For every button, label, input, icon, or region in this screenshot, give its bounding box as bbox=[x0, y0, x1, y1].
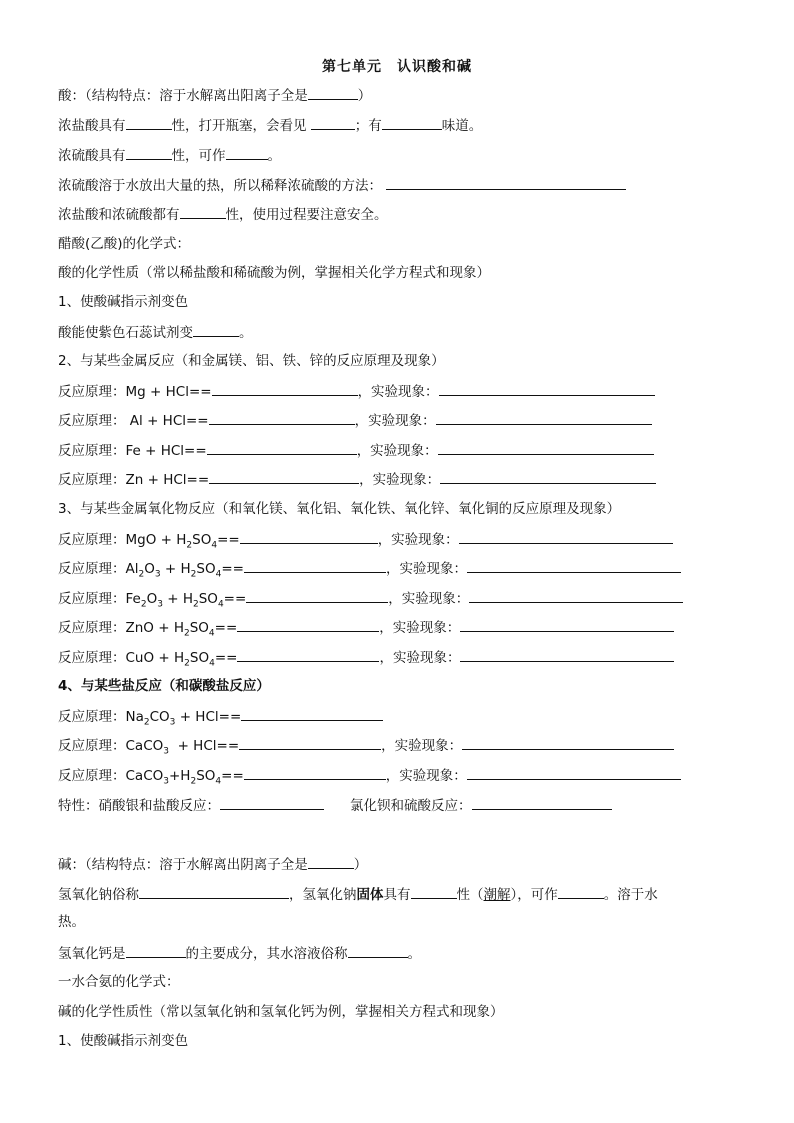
answer-blank[interactable] bbox=[207, 441, 357, 455]
answer-blank[interactable] bbox=[308, 855, 354, 869]
answer-blank[interactable] bbox=[311, 116, 355, 130]
subscript: 2 bbox=[190, 569, 197, 580]
subscript: 2 bbox=[184, 658, 190, 669]
reaction-row: 反应原理：$Na_2CO_3 + HCl==$ bbox=[58, 707, 383, 732]
answer-blank[interactable] bbox=[193, 323, 239, 337]
answer-blank[interactable] bbox=[244, 559, 386, 573]
answer-blank[interactable] bbox=[469, 589, 683, 603]
answer-blank[interactable] bbox=[126, 146, 172, 160]
answer-blank[interactable] bbox=[382, 116, 442, 130]
answer-blank[interactable] bbox=[241, 707, 383, 721]
reaction-row: 反应原理：Mg + HCl== ，实验现象： bbox=[58, 382, 655, 401]
naoh-line: 氢氧化钠俗称 ，氢氧化钠固体具有 性（潮解），可作 。溶于水 bbox=[58, 887, 658, 903]
reaction-row: 反应原理：CaCO$_3$ + HCl== ，实验现象： bbox=[58, 736, 674, 761]
acid-prop-2: 2、与某些金属反应（和金属镁、铝、铁、锌的反应原理及现象） bbox=[58, 353, 445, 369]
answer-blank[interactable] bbox=[460, 618, 674, 632]
answer-blank[interactable] bbox=[558, 885, 604, 899]
answer-blank[interactable] bbox=[459, 530, 673, 544]
answer-blank[interactable] bbox=[460, 648, 674, 662]
reaction-row: 反应原理：ZnO + $H_2SO_4==$ ，实验现象： bbox=[58, 618, 674, 643]
answer-blank[interactable] bbox=[439, 382, 655, 396]
answer-blank[interactable] bbox=[462, 736, 674, 750]
reaction-row: 反应原理：MgO + $H_2SO_4==$ ，实验现象： bbox=[58, 530, 673, 555]
answer-blank[interactable] bbox=[237, 648, 379, 662]
subscript: 2 bbox=[143, 717, 150, 728]
subscript: 4 bbox=[209, 658, 215, 669]
subscript: 3 bbox=[154, 569, 161, 580]
answer-blank[interactable] bbox=[244, 766, 386, 780]
naoh-line-cont: 热。 bbox=[58, 914, 85, 930]
special-line: 特性：硝酸银和盐酸反应： 氯化钡和硫酸反应： bbox=[58, 796, 612, 815]
answer-blank[interactable] bbox=[436, 411, 652, 425]
reaction-row: 反应原理：CuO + $H_2SO_4==$ ，实验现象： bbox=[58, 648, 674, 673]
answer-blank[interactable] bbox=[126, 116, 172, 130]
answer-blank[interactable] bbox=[180, 205, 226, 219]
answer-blank[interactable] bbox=[308, 86, 358, 100]
answer-blank[interactable] bbox=[237, 618, 379, 632]
answer-blank[interactable] bbox=[348, 944, 408, 958]
answer-blank[interactable] bbox=[126, 944, 186, 958]
h2so4-line: 浓硫酸具有 性，可作 。 bbox=[58, 148, 281, 164]
acid-prop-4: 4、与某些盐反应（和碳酸盐反应） bbox=[58, 678, 270, 694]
subscript: 2 bbox=[183, 628, 190, 639]
acid-heading: 酸：（结构特点：溶于水解离出阳离子全是 ） bbox=[58, 88, 372, 104]
subscript: 2 bbox=[186, 540, 193, 551]
answer-blank[interactable] bbox=[467, 559, 681, 573]
caoh-line: 氢氧化钙是 的主要成分，其水溶液俗称 。 bbox=[58, 946, 421, 962]
answer-blank[interactable] bbox=[209, 470, 359, 484]
acetic-line: 醋酸(乙酸)的化学式： bbox=[58, 236, 191, 252]
litmus-line: 酸能使紫色石蕊试剂变 。 bbox=[58, 325, 253, 341]
subscript: 3 bbox=[157, 599, 163, 610]
answer-blank[interactable] bbox=[226, 146, 268, 160]
answer-blank[interactable] bbox=[411, 885, 457, 899]
base-prop-1: 1、使酸碱指示剂变色 bbox=[58, 1033, 189, 1049]
answer-blank[interactable] bbox=[209, 411, 355, 425]
subscript: 2 bbox=[140, 599, 147, 610]
reaction-row: 反应原理：Zn + HCl== ，实验现象： bbox=[58, 470, 656, 489]
answer-blank[interactable] bbox=[438, 441, 654, 455]
reaction-row: 反应原理：$CaCO_3+H_2SO_4==$ ，实验现象： bbox=[58, 766, 681, 791]
reaction-row: 反应原理：Fe + HCl== ，实验现象： bbox=[58, 441, 654, 460]
subscript: 4 bbox=[211, 540, 218, 551]
subscript: 4 bbox=[217, 599, 224, 610]
corrosive-line: 浓盐酸和浓硫酸都有 性，使用过程要注意安全。 bbox=[58, 207, 388, 223]
answer-blank[interactable] bbox=[467, 766, 681, 780]
acid-chem-props: 酸的化学性质（常以稀盐酸和稀硫酸为例，掌握相关化学方程式和现象） bbox=[58, 265, 490, 281]
subscript: 4 bbox=[215, 569, 222, 580]
answer-blank[interactable] bbox=[139, 885, 289, 899]
acid-prop-1: 1、使酸碱指示剂变色 bbox=[58, 294, 189, 310]
subscript: 2 bbox=[190, 776, 197, 787]
reaction-row: 反应原理：$Fe_2O_3 + H_2SO_4==$ ，实验现象： bbox=[58, 589, 683, 614]
answer-blank[interactable] bbox=[440, 470, 656, 484]
answer-blank[interactable] bbox=[240, 530, 378, 544]
acid-prop-3: 3、与某些金属氧化物反应（和氧化镁、氧化铝、氧化铁、氧化锌、氧化铜的反应原理及现象） bbox=[58, 501, 621, 517]
base-heading: 碱：（结构特点：溶于水解离出阴离子全是 ） bbox=[58, 857, 368, 873]
reaction-row: 反应原理： Al + HCl== ，实验现象： bbox=[58, 411, 652, 430]
subscript: 2 bbox=[193, 599, 199, 610]
answer-blank[interactable] bbox=[239, 736, 381, 750]
hcl-line: 浓盐酸具有 性，打开瓶塞，会看见 ；有 味道。 bbox=[58, 118, 483, 134]
answer-blank[interactable] bbox=[472, 796, 612, 810]
ammonia-line: 一水合氨的化学式： bbox=[58, 974, 180, 990]
dilute-line: 浓硫酸溶于水放出大量的热，所以稀释浓硫酸的方法： bbox=[58, 176, 626, 195]
base-chem-props: 碱的化学性质性（常以氢氧化钠和氢氧化钙为例，掌握相关方程式和现象） bbox=[58, 1004, 504, 1020]
reaction-row: 反应原理：$Al_2O_3 + H_2SO_4==$ ，实验现象： bbox=[58, 559, 681, 584]
subscript: 3 bbox=[163, 746, 169, 757]
subscript: 4 bbox=[215, 776, 222, 787]
answer-blank[interactable] bbox=[220, 796, 324, 810]
subscript: 3 bbox=[169, 717, 176, 728]
page-title: 第七单元 认识酸和碱 bbox=[322, 59, 472, 75]
subscript: 2 bbox=[138, 569, 145, 580]
answer-blank[interactable] bbox=[246, 589, 388, 603]
answer-blank[interactable] bbox=[386, 176, 626, 190]
answer-blank[interactable] bbox=[212, 382, 358, 396]
subscript: 3 bbox=[163, 776, 169, 787]
subscript: 4 bbox=[208, 628, 215, 639]
